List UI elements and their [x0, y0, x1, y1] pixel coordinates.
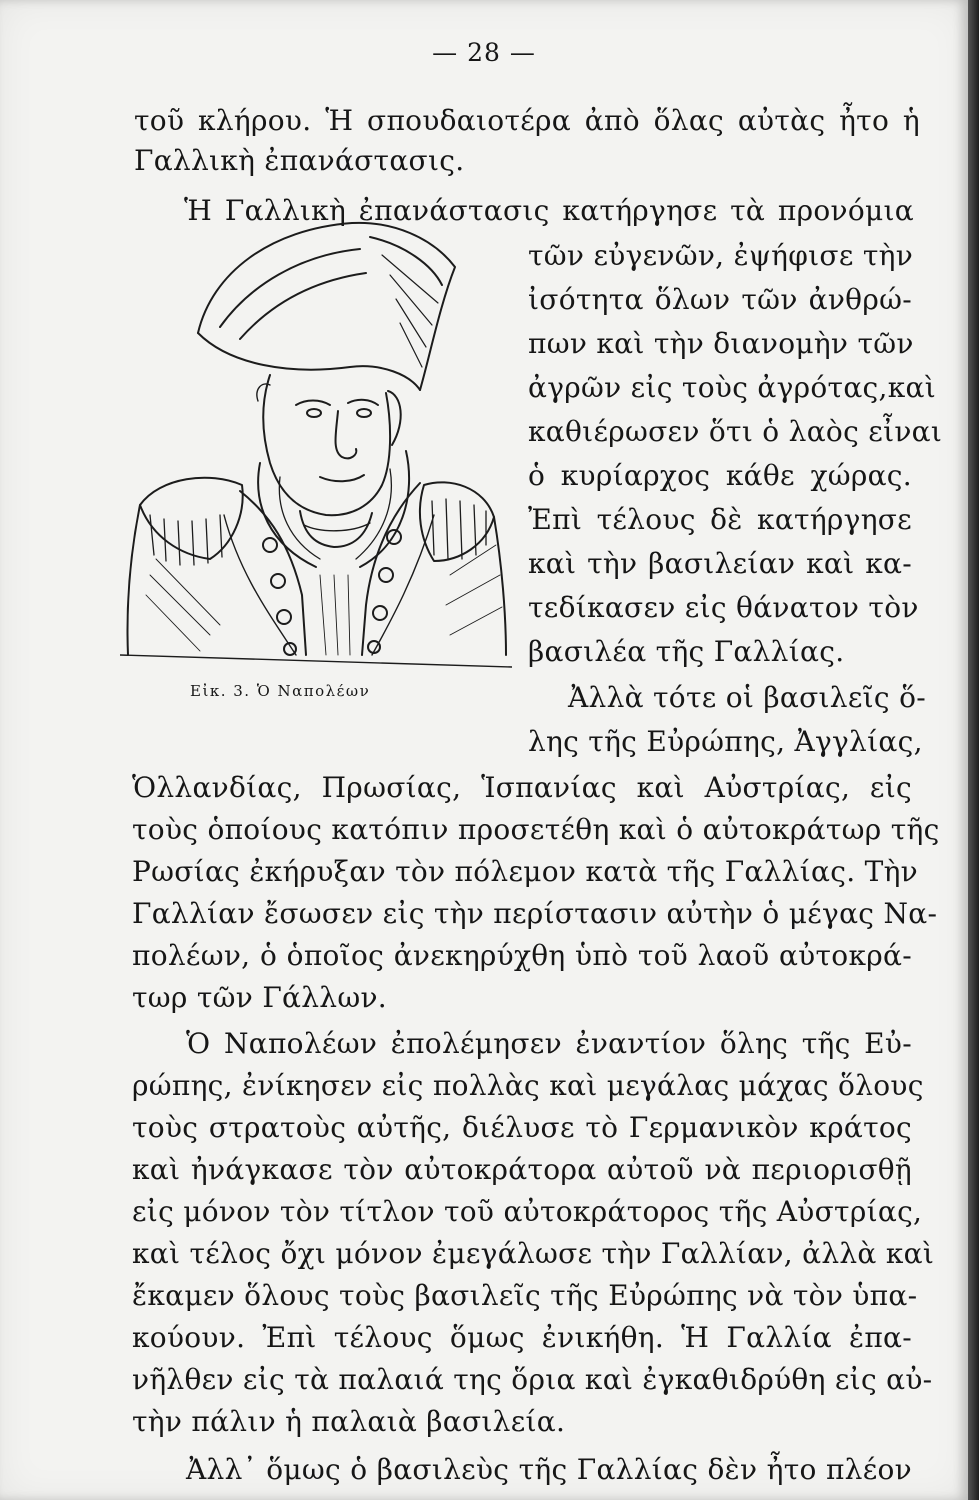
text-line: καὶ τὴν βασιλείαν καὶ κα- [528, 547, 912, 580]
text-line: λης τῆς Εὐρώπης, Ἀγγλίας, [528, 725, 923, 758]
napoleon-portrait-illustration [120, 215, 512, 675]
text-line: Ἐπὶ τέλους δὲ κατήργησε [528, 503, 912, 536]
text-line: ὁ κυρίαρχος κάθε χώρας. [528, 459, 912, 492]
text-line: τὴν πάλιν ἡ παλαιὰ βασιλεία. [132, 1405, 566, 1438]
figure-caption: Εἰκ. 3. Ὁ Ναπολέων [190, 682, 371, 700]
text-line: τοὺς στρατοὺς αὐτῆς, διέλυσε τὸ Γερμανικὸν κράτος [132, 1111, 912, 1144]
text-line: κούουν. Ἐπὶ τέλους ὅμως ἐνικήθη. Ἡ Γαλλία ἐπα- [132, 1321, 912, 1354]
text-line: τεδίκασεν εἰς θάνατον τὸν [528, 591, 919, 624]
text-line: ἰσότητα ὅλων τῶν ἀνθρώ- [528, 283, 912, 316]
text-line: πολέων, ὁ ὁποῖος ἀνεκηρύχθη ὑπὸ τοῦ λαοῦ αὐτοκρά- [132, 939, 912, 972]
text-line: ρώπης, ἐνίκησεν εἰς πολλὰς καὶ μεγάλας μάχας ὅλους [132, 1069, 924, 1102]
text-line: Ὁ Ναπολέων ἐπολέμησεν ἐναντίον ὅλης τῆς Εὐ- [186, 1027, 912, 1060]
text-line: τῶν εὐγενῶν, ἐψήφισε τὴν [528, 239, 914, 272]
text-line: καὶ ἠνάγκασε τὸν αὐτοκράτορα αὐτοῦ νὰ περιορισθῇ [132, 1153, 912, 1186]
text-line: καὶ τέλος ὄχι μόνον ἐμεγάλωσε τὴν Γαλλίαν, ἀλλὰ καὶ [132, 1237, 935, 1270]
text-line: ἔκαμεν ὅλους τοὺς βασιλεῖς τῆς Εὐρώπης νὰ τὸν ὑπα- [132, 1279, 918, 1312]
text-line: εἰς μόνον τὸν τίτλον τοῦ αὐτοκράτορος τῆς Αὐστρίας, [132, 1195, 923, 1228]
text-line: Ὁλλανδίας, Πρωσίας, Ἱσπανίας καὶ Αὐστρίας, εἰς [132, 771, 912, 804]
text-line: τοῦ κλήρου. Ἡ σπουδαιοτέρα ἀπὸ ὅλας αὐτὰς ἦτο ἡ [134, 104, 920, 137]
text-line: καθιέρωσεν ὅτι ὁ λαὸς εἶναι [528, 415, 943, 448]
text-line: Ρωσίας ἐκήρυξαν τὸν πόλεμον κατὰ τῆς Γαλλίας. Τὴν [132, 855, 918, 888]
text-line: ἀγρῶν εἰς τοὺς ἀγρότας,καὶ [528, 371, 937, 404]
text-line: τωρ τῶν Γάλλων. [132, 981, 388, 1014]
text-line: Ἡ Γαλλικὴ ἐπανάστασις κατήργησε τὰ προνόμια [184, 194, 914, 227]
text-line: βασιλέα τῆς Γαλλίας. [528, 635, 845, 668]
text-line: πων καὶ τὴν διανομὴν τῶν [528, 327, 914, 360]
text-line: Γαλλίαν ἔσωσεν εἰς τὴν περίστασιν αὐτὴν ὁ μέγας Να- [132, 897, 938, 930]
text-line: νῆλθεν εἰς τὰ παλαιά της ὅρια καὶ ἐγκαθιδρύθη εἰς αὐ- [132, 1363, 933, 1396]
text-line: τοὺς ὁποίους κατόπιν προσετέθη καὶ ὁ αὐτοκράτωρ τῆς [132, 813, 940, 846]
book-spine-shadow [968, 0, 979, 1500]
napoleon-portrait-figure [120, 215, 512, 675]
text-line: Γαλλικὴ ἐπανάστασις. [134, 144, 465, 177]
text-line: Ἀλλ᾽ ὅμως ὁ βασιλεὺς τῆς Γαλλίας δὲν ἦτο πλέον [186, 1453, 912, 1486]
page-number: — 28 — [432, 38, 536, 67]
text-line: Ἀλλὰ τότε οἱ βασιλεῖς ὅ- [568, 681, 927, 714]
